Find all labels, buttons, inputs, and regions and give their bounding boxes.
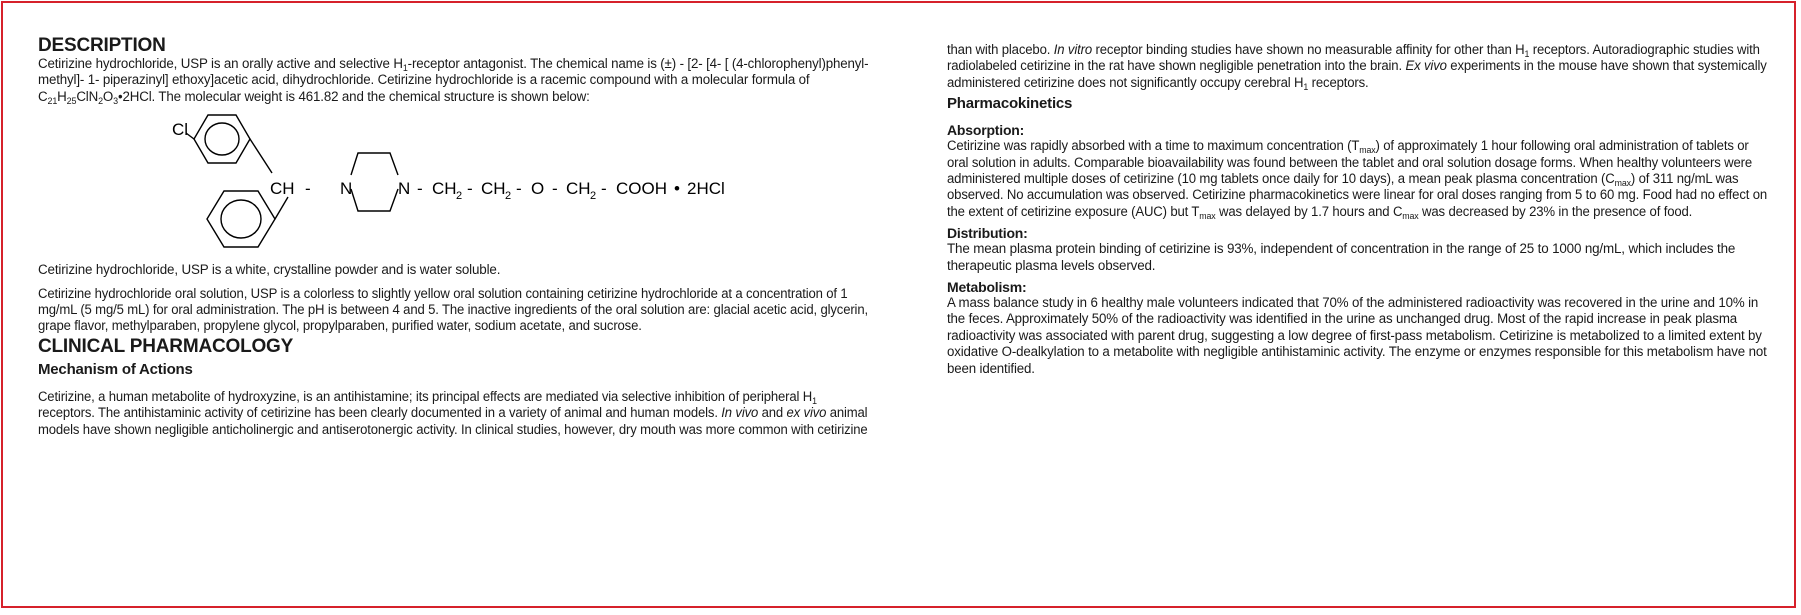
mechanism-paragraph-continued: than with placebo. In vitro receptor binding studies have shown no measurable affinity for other than $H_1$ receptors. Autoradiographic studies with radiolabeled cetirizine in the rat have shown negligible penetration into the brain. Ex vivo experiments in the mouse have shown that systemically administered cetirizine does not significantly occupy cerebral $H_1$ receptors. xyxy=(947,42,1767,92)
clinical-pharmacology-heading: CLINICAL PHARMACOLOGY xyxy=(38,335,294,357)
svg-text:-: - xyxy=(516,179,522,199)
svg-text:-: - xyxy=(305,179,311,199)
description-paragraph-3: Cetirizine hydrochloride oral solution, USP is a colorless to slightly yellow oral solution containing cetirizine hydrochloride at a concentration of 1 mg/mL (5 mg/5 mL) for oral administration. The pH is between 4 and 5. The inactive ingredients of the oral solution are: glacial acetic acid, glycerin, grape flavor, methylparaben, propylene glycol, propylparaben, purified water, sodium acetate, and sucrose. xyxy=(38,285,868,334)
distribution-paragraph: The mean plasma protein binding of cetirizine is 93%, independent of concentration in the range of 25 to 1000 ng/mL, which includes the therapeutic plasma levels observed. xyxy=(947,241,1736,273)
chlorophenyl-ring xyxy=(194,115,250,163)
svg-text:-: - xyxy=(467,179,473,199)
svg-text:CH: CH xyxy=(270,179,295,199)
svg-text:N: N xyxy=(340,179,353,199)
description-paragraph-1: Cetirizine hydrochloride, USP is an orally active and selective $H_1$-receptor antagonist. The chemical name is (±) - [2- [4- [ (4-chlorophenyl)phenyl- methyl]- 1- piperazinyl] ethoxy]acetic acid, dihydrochloride. Cetirizine hydrochloride is a racemic compound with a molecular formula of $C_{21}H_{25}ClN_2O_3•2HCl$. The molecular weight is 461.82 and the chemical structure is shown below: xyxy=(38,56,869,106)
description-paragraph-2: Cetirizine hydrochloride, USP is a white, crystalline powder and is water soluble. xyxy=(38,262,501,278)
pharmacokinetics-heading: Pharmacokinetics xyxy=(947,95,1073,113)
absorption-paragraph: Cetirizine was rapidly absorbed with a time to maximum concentration $(T_{max})$ of approximately 1 hour following oral administration of tablets or oral solution in adults. Comparable bioavailability was found between the tablet and oral solution dosage forms. When healthy volunteers were administered multiple doses of cetirizine (10 mg tablets once daily for 10 days), a mean peak plasma concentration $(C_{max})$ of 311 ng/mL was observed. No accumulation was observed. Cetirizine pharmacokinetics were linear for oral doses ranging from 5 to 60 mg. Food had no effect on the extent of cetirizine exposure (AUC) but $T_{max}$ was delayed by 1.7 hours and $C_{max}$ was decreased by 23% in the presence of food. xyxy=(947,138,1768,221)
svg-text:CH: CH xyxy=(432,179,457,199)
svg-text:-: - xyxy=(552,179,558,199)
metabolism-heading: Metabolism: xyxy=(947,279,1027,296)
description-heading: DESCRIPTION xyxy=(38,35,166,56)
right-column xyxy=(947,42,1767,377)
chemical-structure xyxy=(38,109,738,254)
svg-text:N: N xyxy=(398,179,411,199)
svg-text:-: - xyxy=(601,179,607,199)
svg-text:2HCl: 2HCl xyxy=(687,179,725,199)
svg-text:CH: CH xyxy=(481,179,506,199)
absorption-heading: Absorption: xyxy=(947,122,1025,139)
svg-text:Cl: Cl xyxy=(172,120,189,140)
svg-text:2: 2 xyxy=(456,190,463,203)
mechanism-paragraph: Cetirizine, a human metabolite of hydroxyzine, is an antihistamine; its principal effects are mediated via selective inhibition of peripheral $H_1$ receptors. The antihistaminic activity of cetirizine has been clearly documented in a variety of animal and human models. In vivo and ex vivo animal models have shown negligible anticholinergic and antiserotonergic activity. In clinical studies, however, dry mouth was more common with cetirizine xyxy=(38,388,868,437)
svg-text:2: 2 xyxy=(590,190,597,203)
svg-text:O: O xyxy=(531,179,545,199)
svg-text:•: • xyxy=(674,179,680,199)
distribution-heading: Distribution: xyxy=(947,225,1028,242)
svg-text:2: 2 xyxy=(505,190,512,203)
piperazine-ring xyxy=(351,153,398,175)
mechanism-heading: Mechanism of Actions xyxy=(38,360,193,378)
left-column xyxy=(38,36,868,438)
chemical-structure-drawing xyxy=(38,109,738,254)
metabolism-paragraph: A mass balance study in 6 healthy male volunteers indicated that 70% of the administered radioactivity was recovered in the urine and 10% in the feces. Approximately 50% of the radioactivity was identified in the urine as unchanged drug. Most of the rapid increase in peak plasma radioactivity was associated with parent drug, suggesting a low degree of first-pass metabolism. Cetirizine is metabolized to a limited extent by oxidative O-dealkylation to a metabolite with negligible antihistaminic activity. The enzyme or enzymes responsible for this metabolism have not been identified. xyxy=(947,295,1767,376)
svg-text:-: - xyxy=(417,179,423,199)
molecular-formula: $C_{21}H_{25}ClN_2O_3$ xyxy=(38,88,118,106)
svg-text:COOH: COOH xyxy=(616,179,667,199)
svg-text:CH: CH xyxy=(566,179,591,199)
